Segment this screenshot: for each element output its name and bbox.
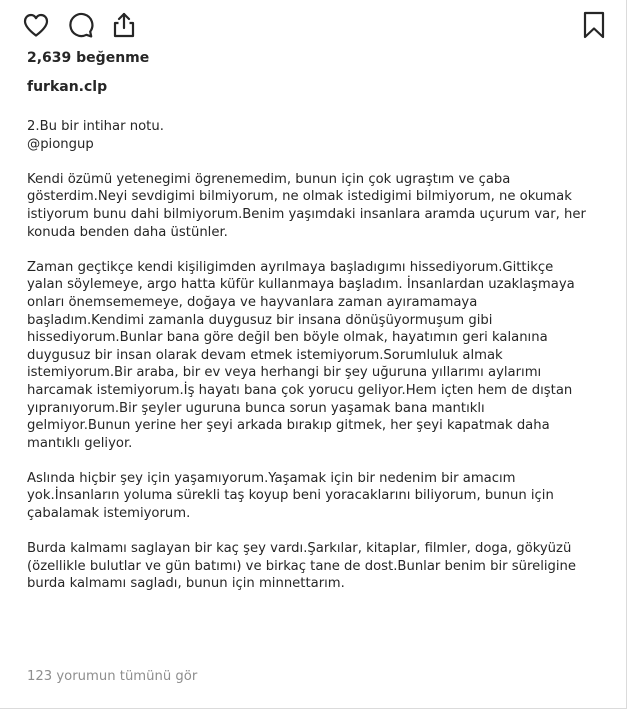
- caption-line: harcamak istemiyorum.İş hayatı bana çok yorucu geliyor.Hem içten hem de dıştan: [27, 382, 573, 398]
- caption-line: istemiyorum.Bir araba, bir ev veya herhangi bir şey uğuruna yıllarımı aylarımı: [27, 365, 542, 381]
- bookmark-icon[interactable]: [580, 10, 608, 40]
- caption-line: (özellikle bulutlar ve gün batımı) ve birkaç tane de dost.Bunlar benim bir süreligine: [27, 558, 577, 574]
- caption-title: 2.Bu bir intihar notu.: [27, 119, 164, 134]
- caption-line: mantıklı geliyor.: [27, 435, 133, 451]
- caption-line: yıpranıyorum.Bir şeyler uguruna bunca sorun yaşamak bana mantıklı: [27, 400, 485, 416]
- caption-line: gösterdim.Neyi sevdigimi bilmiyorum, ne olmak istedigimi bilmiyorum, ne okumak: [27, 189, 572, 205]
- caption-line: duygusuz bir insan olarak devam etmek istemiyorum.Sorumluluk almak: [27, 347, 503, 363]
- caption-line: yok.İnsanların yoluma sürekli taş koyup beni yoracaklarını biliyorum, bunun için: [27, 488, 554, 504]
- caption-line: başladım.Kendimi zamanla duygusuz bir insana dönüşüyormuşum gibi: [27, 312, 493, 328]
- caption-line: Kendi özümü yetenegimi ögrenemedim, bunun için çok ugraştım ve çaba: [27, 171, 511, 187]
- caption-mention[interactable]: @piongup: [27, 136, 94, 152]
- paragraph-gap: [27, 452, 602, 470]
- caption-line: gelmiyor.Bunun yerine her şeyi arkada bırakıp gitmek, her şeyi kapatmak daha: [27, 418, 550, 434]
- caption-paragraph-4: [27, 540, 602, 593]
- post-caption: [27, 118, 602, 593]
- caption-paragraph-1: [27, 171, 602, 241]
- paragraph-gap: [27, 153, 602, 171]
- share-icon[interactable]: [110, 11, 138, 39]
- caption-line: Aslında hiçbir şey için yaşamıyorum.Yaşamak için bir nedenim bir amacım: [27, 470, 516, 486]
- view-all-comments-link[interactable]: 123 yorumun tümünü gör: [27, 669, 198, 684]
- caption-line: Burda kalmamı saglayan bir kaç şey vardı.Şarkılar, kitaplar, filmler, doga, gökyüzü: [27, 541, 572, 557]
- caption-line: onları önemsememeye, doğaya ve hayvanlara zaman ayıramamaya: [27, 294, 478, 310]
- paragraph-gap: [27, 523, 602, 541]
- post-actions: [22, 10, 154, 40]
- post-username[interactable]: furkan.clp: [27, 79, 108, 95]
- caption-line: istiyorum bunu dahi bilmiyorum.Benim yaşımdaki insanlara aramda uçurum var, her: [27, 206, 586, 222]
- caption-line: yalan söylemeye, argo hatta küfür kullanmaya başladım. İnsanlardan uzaklaşmaya: [27, 277, 575, 293]
- caption-line: Zaman geçtikçe kendi kişiligimden ayrılmaya başladıgımı hissediyorum.Gittikçe: [27, 259, 554, 275]
- paragraph-gap: [27, 241, 602, 259]
- comment-icon[interactable]: [66, 11, 94, 39]
- like-count[interactable]: 2,639 beğenme: [27, 50, 150, 66]
- caption-line: konuda benden daha üstünler.: [27, 224, 228, 240]
- caption-paragraph-2: [27, 259, 602, 453]
- caption-line: burda kalmamı sagladı, bunun için minnettarım.: [27, 576, 345, 592]
- caption-line: çabalamak istemiyorum.: [27, 506, 191, 522]
- caption-paragraph-3: [27, 470, 602, 523]
- heart-icon[interactable]: [22, 11, 50, 39]
- caption-line: hissediyorum.Bunlar bana göre değil ben böyle olmak, hayatımın geri kalanına: [27, 330, 548, 346]
